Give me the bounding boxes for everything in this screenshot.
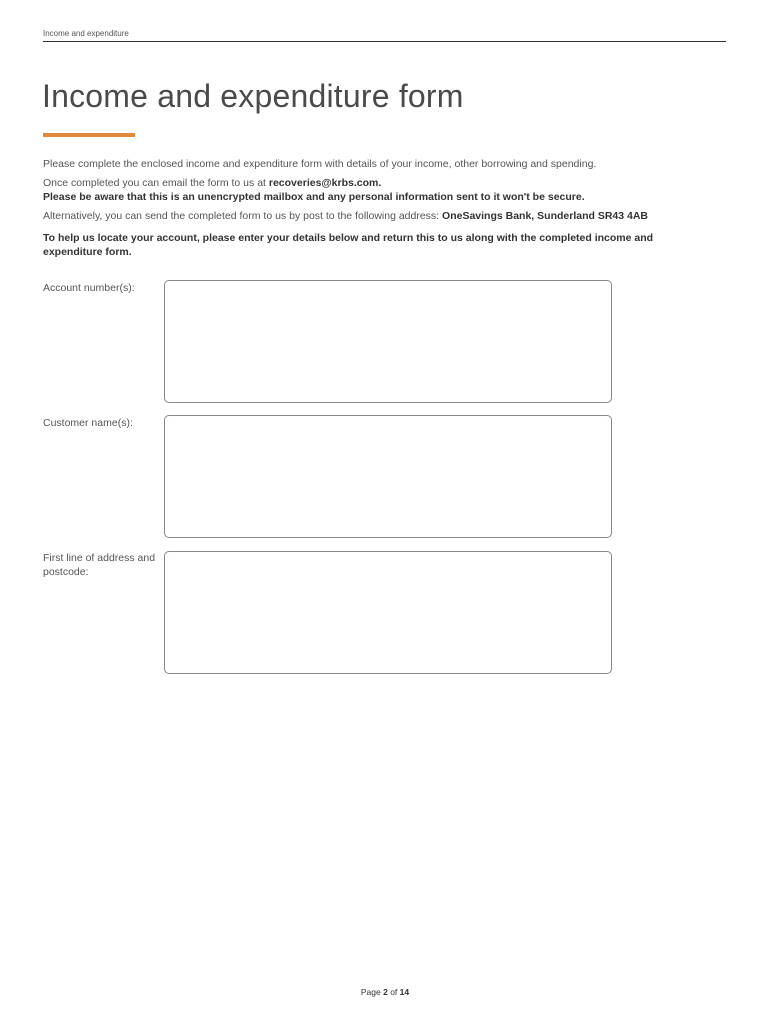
postal-instruction [43, 209, 648, 223]
details-instruction: To help us locate your account, please enter your details below and return this to us along with the completed income and expenditure form. [43, 232, 654, 258]
intro-text: Please complete the enclosed income and expenditure form with details of your income, other borrowing and spending. [43, 158, 597, 170]
page-prefix: Page [360, 987, 384, 997]
page-number [0, 987, 770, 997]
security-warning: Please be aware that this is an unencrypted mailbox and any personal information sent to it won't be secure. [43, 191, 585, 203]
address-label: First line of address and postcode: [43, 552, 156, 578]
customer-name-label: Customer name(s): [43, 417, 133, 429]
customer-name-field[interactable] [164, 415, 612, 538]
email-instruction [43, 176, 381, 190]
postal-instruction-text: Alternatively, you can send the completed form to us by post to the following address: [43, 210, 443, 222]
page-of: of [387, 987, 400, 997]
page-title: Income and expenditure form [42, 78, 464, 114]
account-number-label: Account number(s): [43, 282, 135, 294]
postal-address: OneSavings Bank, Sunderland SR43 4AB [442, 210, 649, 222]
page-current: 2 [383, 987, 388, 997]
account-number-field[interactable] [164, 280, 612, 403]
page-total: 14 [399, 987, 410, 997]
running-header: Income and expenditure [43, 29, 726, 42]
address-field[interactable] [164, 551, 612, 674]
email-instruction-text: Once completed you can email the form to us at [43, 177, 269, 189]
email-address: recoveries@krbs.com. [268, 177, 382, 189]
title-accent-rule [43, 133, 135, 137]
